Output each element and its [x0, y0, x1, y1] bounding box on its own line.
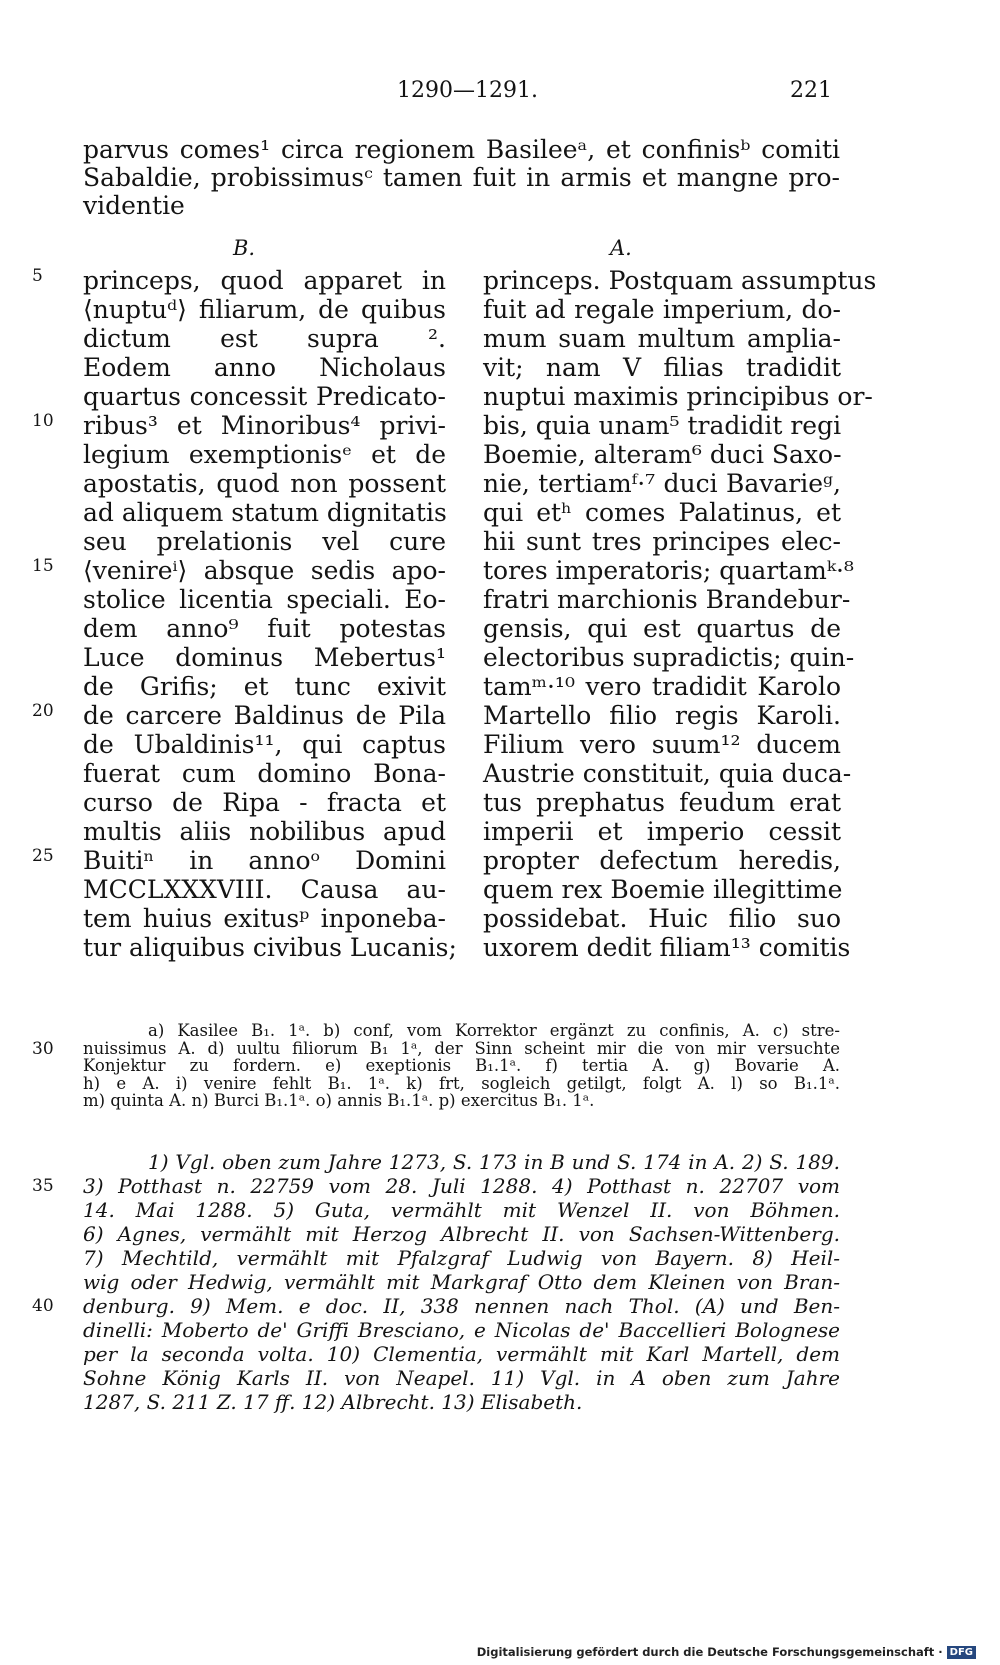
- explanatory-notes: [83, 1150, 840, 1414]
- text-line: gensis, qui est quartus de: [483, 614, 841, 643]
- text-line: Boemie, alteram⁶ duci Saxo-: [483, 440, 842, 469]
- note-line: 6) Agnes, vermählt mit Herzog Albrecht II. von Sachsen-Wittenberg.: [83, 1222, 840, 1246]
- line-number: 15: [32, 556, 54, 576]
- text-line: princeps, quod apparet in: [83, 266, 446, 295]
- column-a: [483, 266, 877, 962]
- text-line: princeps. Postquam assumptus: [483, 266, 877, 295]
- text-line: apostatis, quod non possent: [83, 469, 446, 498]
- note-line: 1287, S. 211 Z. 17 ff. 12) Albrecht. 13) Elisabeth.: [83, 1390, 583, 1414]
- text-line: Buitiⁿ in annoᵒ Domini: [83, 846, 446, 875]
- text-line: nie, tertiamᶠ·⁷ duci Bavarieᵍ,: [483, 469, 841, 498]
- apparatus-line: Konjektur zu fordern. e) exeptionis B₁.1ᵃ. f) tertia A. g) Bovarie A.: [83, 1056, 840, 1075]
- text-line: stolice licentia speciali. Eo-: [83, 585, 446, 614]
- apparatus-line: a) Kasilee B₁. 1ᵃ. b) conf, vom Korrektor ergänzt zu confinis, A. c) stre-: [148, 1021, 840, 1040]
- text-line: hii sunt tres principes elec-: [483, 527, 841, 556]
- apparatus-line: nuissimus A. d) uultu filiorum B₁ 1ᵃ, der Sinn scheint mir die von mir versuchte: [83, 1038, 840, 1058]
- text-line: de Grifis; et tunc exivit: [83, 672, 446, 701]
- note-line: 14. Mai 1288. 5) Guta, vermählt mit Wenzel II. von Böhmen.: [83, 1198, 840, 1222]
- note-line: wig oder Hedwig, vermählt mit Markgraf Otto dem Kleinen von Bran-: [83, 1270, 840, 1294]
- line-number: 10: [32, 411, 54, 431]
- text-line: Eodem anno Nicholaus: [83, 353, 446, 382]
- running-header-years: 1290—1291.: [397, 78, 538, 103]
- text-line: fuerat cum domino Bona-: [83, 759, 446, 788]
- note-line: denburg. 9) Mem. e doc. II, 338 nennen nach Thol. (A) und Ben-: [83, 1294, 840, 1318]
- text-line: fratri marchionis Brandebur-: [483, 585, 851, 614]
- text-line: ad aliquem statum dignitatis: [83, 498, 447, 527]
- text-line: fuit ad regale imperium, do-: [483, 295, 841, 324]
- text-line: de carcere Baldinus de Pila: [83, 701, 446, 730]
- apparatus-line: h) e A. i) venire fehlt B₁. 1ᵃ. k) frt, sogleich getilgt, folgt A. l) so B₁.1ᵃ.: [83, 1073, 840, 1093]
- text-line: electoribus supradictis; quin-: [483, 643, 855, 672]
- line-number: 30: [32, 1039, 54, 1059]
- line-number: 40: [32, 1296, 54, 1316]
- text-line: de Ubaldinis¹¹, qui captus: [83, 730, 446, 759]
- text-line: tamᵐ·¹⁰ vero tradidit Karolo: [483, 672, 841, 701]
- funding-footer: [477, 1645, 976, 1659]
- note-line: Sohne König Karls II. von Neapel. 11) Vgl. in A oben zum Jahre: [83, 1366, 840, 1390]
- text-line: imperii et imperio cessit: [483, 817, 841, 846]
- intro-paragraph: [83, 136, 840, 220]
- text-line: ⟨nuptuᵈ⟩ filiarum, de quibus: [83, 295, 446, 324]
- text-line: ribus³ et Minoribus⁴ privi-: [83, 411, 446, 440]
- page-number: 221: [790, 78, 832, 103]
- text-line: nuptui maximis principibus or-: [483, 382, 873, 411]
- dfg-logo: DFG: [947, 1646, 976, 1659]
- text-line: videntie: [83, 191, 185, 220]
- text-line: quem rex Boemie illegittime: [483, 875, 843, 904]
- text-line: dictum est supra ².: [83, 324, 446, 353]
- text-line: parvus comes¹ circa regionem Basileeᵃ, et confinisᵇ comiti: [83, 135, 840, 164]
- text-line: possidebat. Huic filio suo: [483, 904, 841, 933]
- text-line: vit; nam V filias tradidit: [483, 353, 841, 382]
- text-line: bis, quia unam⁵ tradidit regi: [483, 411, 842, 440]
- text-line: tus prephatus feudum erat: [483, 788, 841, 817]
- text-line: Luce dominus Mebertus¹: [83, 643, 446, 672]
- text-line: multis aliis nobilibus apud: [83, 817, 446, 846]
- column-b: [83, 266, 457, 962]
- line-number: 5: [32, 266, 43, 286]
- text-line: curso de Ripa - fracta et: [83, 788, 446, 817]
- note-line: 3) Potthast n. 22759 vom 28. Juli 1288. 4) Potthast n. 22707 vom: [83, 1174, 840, 1198]
- text-line: Martello filio regis Karoli.: [483, 701, 841, 730]
- critical-apparatus: [83, 1022, 840, 1110]
- text-line: Austrie constituit, quia duca-: [483, 759, 852, 788]
- text-line: seu prelationis vel cure: [83, 527, 446, 556]
- text-line: dem anno⁹ fuit potestas: [83, 614, 446, 643]
- column-heading-a: A.: [610, 236, 632, 260]
- text-line: MCCLXXXVIII. Causa au-: [83, 875, 446, 904]
- text-line: tur aliquibus civibus Lucanis;: [83, 933, 457, 962]
- line-number: 20: [32, 701, 54, 721]
- text-line: qui etʰ comes Palatinus, et: [483, 498, 841, 527]
- text-line: tores imperatoris; quartamᵏ·⁸: [483, 556, 854, 585]
- column-heading-b: B.: [233, 236, 256, 260]
- text-line: legium exemptionisᵉ et de: [83, 440, 446, 469]
- text-line: mum suam multum amplia-: [483, 324, 841, 353]
- line-number: 35: [32, 1176, 54, 1196]
- note-line: 7) Mechtild, vermählt mit Pfalzgraf Ludwig von Bayern. 8) Heil-: [83, 1246, 840, 1270]
- text-line: Sabaldie, probissimusᶜ tamen fuit in armis et mangne pro-: [83, 163, 840, 192]
- note-line: dinelli: Moberto de' Griffi Bresciano, e Nicolas de' Baccellieri Bolognese: [83, 1318, 840, 1342]
- footer-text: Digitalisierung gefördert durch die Deutsche Forschungsgemeinschaft ·: [476, 1645, 943, 1659]
- apparatus-line: m) quinta A. n) Burci B₁.1ᵃ. o) annis B₁.1ᵃ. p) exercitus B₁. 1ᵃ.: [83, 1091, 595, 1110]
- text-line: uxorem dedit filiam¹³ comitis: [483, 933, 851, 962]
- text-line: tem huius exitusᵖ inponeba-: [83, 904, 446, 933]
- text-line: ⟨venireⁱ⟩ absque sedis apo-: [83, 556, 446, 585]
- text-line: quartus concessit Predicato-: [83, 382, 446, 411]
- line-number: 25: [32, 846, 54, 866]
- note-line: 1) Vgl. oben zum Jahre 1273, S. 173 in B und S. 174 in A. 2) S. 189.: [148, 1150, 840, 1174]
- text-line: Filium vero suum¹² ducem: [483, 730, 841, 759]
- text-line: propter defectum heredis,: [483, 846, 841, 875]
- note-line: per la seconda volta. 10) Clementia, vermählt mit Karl Martell, dem: [83, 1342, 840, 1366]
